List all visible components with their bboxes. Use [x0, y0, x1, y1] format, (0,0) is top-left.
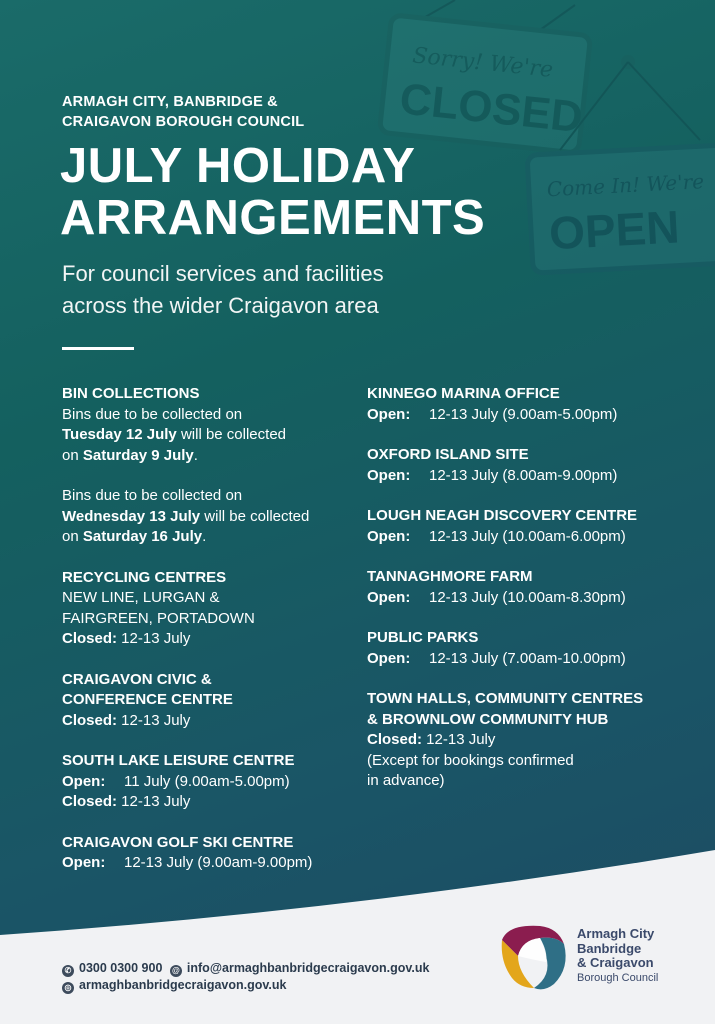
logo-line-3: & Craigavon	[577, 955, 654, 970]
open-row	[367, 405, 687, 426]
logo-line-2: Banbridge	[577, 940, 642, 956]
title-line-1: JULY HOLIDAY	[60, 139, 416, 193]
text: Bins due to be collected on	[62, 487, 243, 504]
open-value: 12-13 July (7.00am-10.00pm)	[429, 649, 626, 667]
closed-label: Closed:	[367, 731, 423, 748]
closed-row	[367, 730, 687, 751]
text: on	[62, 528, 83, 545]
section-heading-2: CONFERENCE CENTRE	[62, 691, 233, 708]
open-value: 11 July (9.00am-5.00pm)	[124, 772, 290, 790]
subtitle	[62, 258, 384, 322]
open-row	[367, 649, 687, 670]
section-heading: BIN COLLECTIONS	[62, 385, 200, 402]
council-name	[62, 92, 304, 132]
open-label: Open:	[367, 649, 411, 667]
open-label: Open:	[367, 527, 411, 545]
open-row	[367, 588, 687, 609]
section-heading: TOWN HALLS, COMMUNITY CENTRES	[367, 690, 644, 707]
closed-label: Closed:	[62, 711, 118, 729]
svg-text:Sorry! We're: Sorry! We're	[411, 43, 555, 83]
section-heading: TANNAGHMORE FARM	[367, 568, 533, 585]
logo-line-1: Armagh City	[577, 926, 655, 941]
section-heading: CRAIGAVON GOLF SKI CENTRE	[62, 833, 294, 851]
contact-footer	[62, 960, 429, 994]
page-title	[60, 140, 485, 244]
email-icon: @	[170, 965, 182, 977]
open-value: 12-13 July (10.00am-6.00pm)	[429, 527, 626, 545]
contact-row-1	[62, 960, 429, 977]
closed-value: 12-13 July	[117, 630, 191, 647]
kinnego-section	[367, 384, 687, 425]
date-to: Saturday 16 July	[82, 528, 203, 545]
text: Bins due to be collected on	[62, 405, 243, 423]
section-heading: CRAIGAVON CIVIC &	[62, 670, 212, 688]
open-value: 12-13 July (9.00am-9.00pm)	[124, 854, 313, 871]
text: will be collected	[200, 507, 310, 525]
logo-text	[577, 927, 658, 985]
recycling-locations-2: FAIRGREEN, PORTADOWN	[62, 609, 255, 627]
date-from: Tuesday 12 July	[62, 426, 177, 443]
open-row	[367, 527, 687, 548]
subtitle-line-1: For council services and facilities	[62, 261, 384, 286]
text: will be collected	[176, 426, 286, 443]
section-heading: KINNEGO MARINA OFFICE	[367, 385, 560, 402]
tannaghmore-section	[367, 567, 687, 608]
subtitle-line-2: across the wider Craigavon area	[62, 293, 379, 318]
open-value: 12-13 July (10.00am-8.30pm)	[429, 588, 626, 606]
closed-label: Closed:	[62, 793, 118, 810]
svg-text:CLOSED: CLOSED	[397, 74, 585, 143]
oxford-island-section	[367, 445, 687, 486]
open-label: Open:	[367, 588, 411, 606]
divider	[62, 347, 134, 350]
open-row	[62, 772, 352, 793]
council-line-2: CRAIGAVON BOROUGH COUNCIL	[62, 114, 305, 130]
open-value: 12-13 July (9.00am-5.00pm)	[429, 405, 618, 423]
section-heading: OXFORD ISLAND SITE	[367, 446, 529, 463]
phone-link[interactable]: 0300 0300 900	[79, 961, 163, 975]
closed-row	[62, 792, 352, 813]
right-column	[367, 384, 687, 812]
phone-icon: ✆	[62, 965, 74, 977]
logo-line-4: Borough Council	[577, 971, 659, 984]
south-lake-section	[62, 751, 352, 813]
open-value: 12-13 July (8.00am-9.00pm)	[429, 466, 618, 484]
closed-value: 12-13 July	[117, 793, 191, 810]
lough-neagh-section	[367, 506, 687, 547]
text: on	[62, 446, 83, 464]
title-line-2: ARRANGEMENTS	[60, 191, 486, 245]
closed-row	[62, 629, 352, 650]
council-line-1: ARMAGH CITY, BANBRIDGE &	[62, 94, 278, 110]
text: .	[193, 446, 198, 464]
public-parks-section	[367, 628, 687, 669]
date-from: Wednesday 13 July	[62, 507, 201, 525]
bin-text-2	[62, 486, 352, 548]
recycling-locations-1: NEW LINE, LURGAN &	[62, 589, 220, 606]
civic-centre-section	[62, 670, 352, 732]
recycling-section	[62, 568, 352, 650]
note-line-2: in advance)	[367, 772, 445, 789]
left-column	[62, 384, 352, 894]
open-label: Open:	[62, 854, 106, 871]
email-link[interactable]: info@armaghbanbridgecraigavon.gov.uk	[186, 961, 430, 975]
open-label: Open:	[62, 772, 106, 790]
section-heading: LOUGH NEAGH DISCOVERY CENTRE	[367, 507, 638, 524]
open-label: Open:	[367, 405, 411, 423]
text: .	[202, 528, 207, 545]
section-heading: SOUTH LAKE LEISURE CENTRE	[62, 752, 295, 769]
open-row	[367, 466, 687, 487]
globe-icon: ◎	[62, 982, 74, 994]
closed-row	[62, 711, 352, 732]
section-heading-2: & BROWNLOW COMMUNITY HUB	[367, 710, 609, 728]
bin-collections-section	[62, 384, 352, 548]
svg-text:OPEN: OPEN	[547, 200, 681, 260]
date-to: Saturday 9 July	[82, 446, 194, 464]
open-label: Open:	[367, 466, 411, 484]
contact-row-2	[62, 977, 429, 994]
section-heading: RECYCLING CENTRES	[62, 568, 227, 586]
note-line-1: (Except for bookings confirmed	[367, 751, 574, 769]
website-link[interactable]: armaghbanbridgecraigavon.gov.uk	[79, 978, 287, 992]
bin-text-1	[62, 405, 352, 467]
town-halls-section	[367, 689, 687, 792]
closed-value: 12-13 July	[117, 711, 191, 729]
section-heading: PUBLIC PARKS	[367, 629, 479, 646]
closed-label: Closed:	[62, 630, 118, 647]
closed-value: 12-13 July	[422, 731, 496, 748]
svg-text:Come In! We're: Come In! We're	[546, 169, 705, 202]
